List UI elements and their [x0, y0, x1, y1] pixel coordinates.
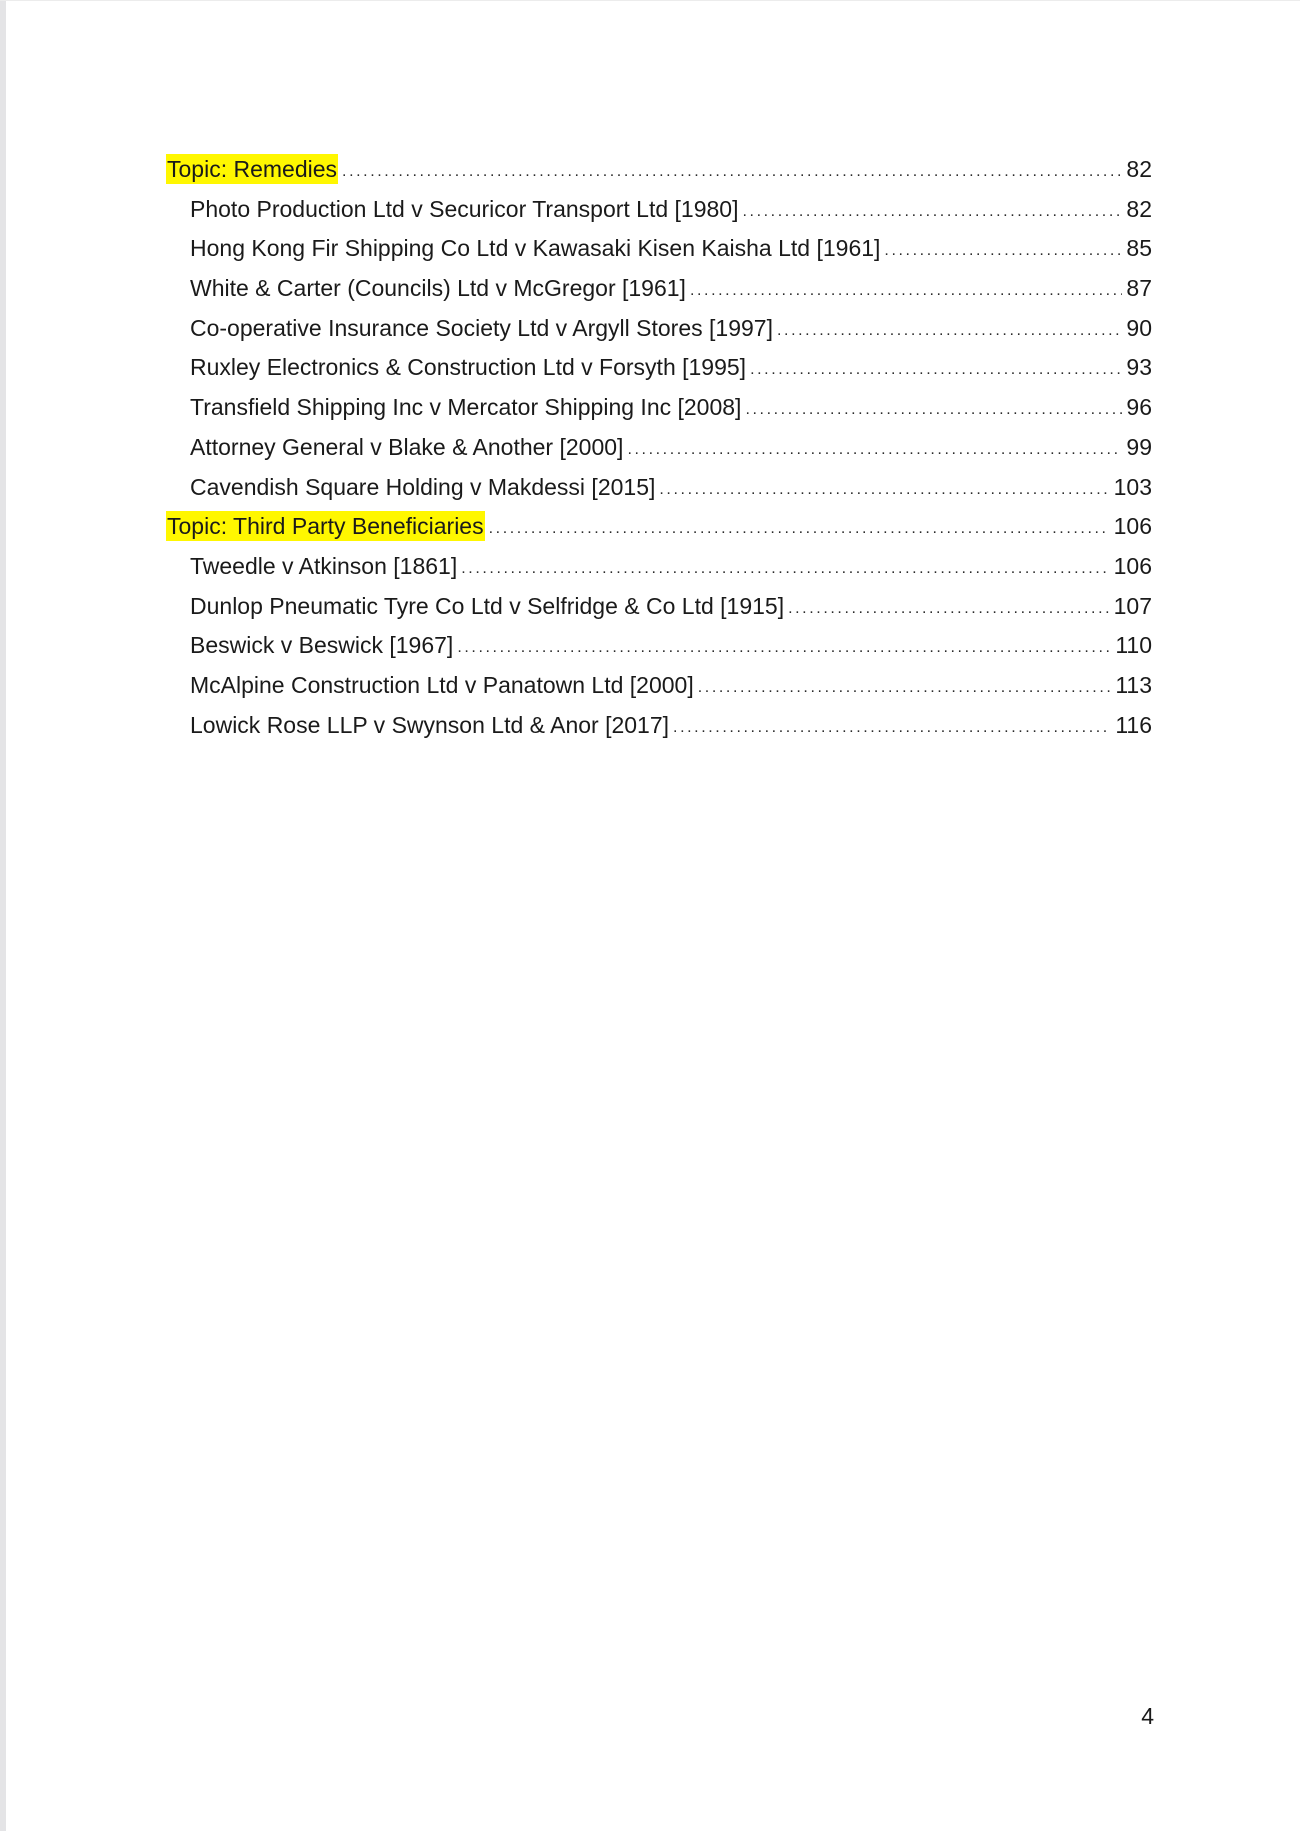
toc-entry-title: Cavendish Square Holding v Makdessi [2015] [190, 473, 656, 500]
dot-leader [659, 470, 1109, 508]
dot-leader [788, 589, 1110, 627]
toc-entry-title: Dunlop Pneumatic Tyre Co Ltd v Selfridge & Co Ltd [1915] [190, 592, 785, 619]
dot-leader [884, 231, 1122, 269]
toc-entry-title: White & Carter (Councils) Ltd v McGregor [1961] [190, 275, 686, 302]
toc-case-entry[interactable] [166, 547, 1152, 587]
toc-case-entry[interactable] [166, 706, 1152, 746]
toc-entry-page: 110 [1115, 632, 1152, 659]
toc-case-entry[interactable] [166, 626, 1152, 666]
toc-entry-page: 106 [1113, 513, 1152, 540]
toc-case-entry[interactable] [166, 428, 1152, 468]
toc-entry-page: 82 [1126, 156, 1152, 182]
toc-entry-page: 113 [1115, 671, 1152, 698]
dot-leader [457, 628, 1111, 666]
dot-leader [690, 271, 1122, 309]
toc-topic-third-party-beneficiaries[interactable] [166, 507, 1152, 547]
toc-entry-page: 87 [1126, 275, 1152, 302]
toc-entry-page: 85 [1126, 235, 1152, 262]
toc-entry-page: 116 [1115, 711, 1152, 738]
dot-leader [489, 509, 1110, 547]
toc-case-entry[interactable] [166, 666, 1152, 706]
dot-leader [745, 390, 1122, 428]
dot-leader [743, 192, 1123, 230]
toc-entry-page: 82 [1126, 195, 1152, 222]
toc-entry-title: Co-operative Insurance Society Ltd v Argyll Stores [1997] [190, 314, 773, 341]
toc-entry-title: Tweedle v Atkinson [1861] [190, 552, 458, 579]
toc-entry-page: 106 [1113, 552, 1152, 579]
dot-leader [777, 311, 1122, 349]
toc-entry-title: Ruxley Electronics & Construction Ltd v Forsyth [1995] [190, 354, 747, 381]
toc-entry-title: Lowick Rose LLP v Swynson Ltd & Anor [2017] [190, 711, 670, 738]
dot-leader [673, 708, 1111, 746]
dot-leader [461, 549, 1109, 587]
toc-case-entry[interactable] [166, 309, 1152, 349]
toc-case-entry[interactable] [166, 587, 1152, 627]
toc-case-entry[interactable] [166, 388, 1152, 428]
toc-entry-title: Beswick v Beswick [1967] [190, 632, 454, 659]
toc-entry-title: Hong Kong Fir Shipping Co Ltd v Kawasaki Kisen Kaisha Ltd [1961] [190, 235, 881, 262]
toc-entry-title: Topic: Third Party Beneficiaries [167, 513, 484, 540]
toc-case-entry[interactable] [166, 348, 1152, 388]
toc-case-entry[interactable] [166, 269, 1152, 309]
document-page [6, 1, 1300, 1831]
page-number: 4 [1141, 1703, 1154, 1729]
dot-leader [342, 152, 1122, 190]
toc-entry-page: 103 [1113, 473, 1152, 500]
toc-entry-page: 90 [1126, 314, 1152, 341]
toc-entry-title: Photo Production Ltd v Securicor Transport Ltd [1980] [190, 195, 739, 222]
toc-entry-page: 96 [1126, 394, 1152, 421]
toc-entry-page: 107 [1113, 592, 1152, 619]
toc-entry-title: Attorney General v Blake & Another [2000] [190, 433, 624, 460]
table-of-contents [166, 150, 1152, 745]
toc-entry-page: 93 [1126, 354, 1152, 381]
toc-case-entry[interactable] [166, 229, 1152, 269]
dot-leader [627, 430, 1122, 468]
toc-entry-title: Transfield Shipping Inc v Mercator Shipping Inc [2008] [190, 394, 742, 421]
toc-topic-remedies[interactable] [166, 150, 1152, 190]
toc-case-entry[interactable] [166, 468, 1152, 508]
toc-entry-title: McAlpine Construction Ltd v Panatown Ltd [2000] [190, 671, 694, 698]
toc-entry-page: 99 [1126, 433, 1152, 460]
dot-leader [750, 350, 1122, 388]
dot-leader [698, 668, 1112, 706]
toc-case-entry[interactable] [166, 190, 1152, 230]
toc-entry-title: Topic: Remedies [167, 156, 338, 182]
